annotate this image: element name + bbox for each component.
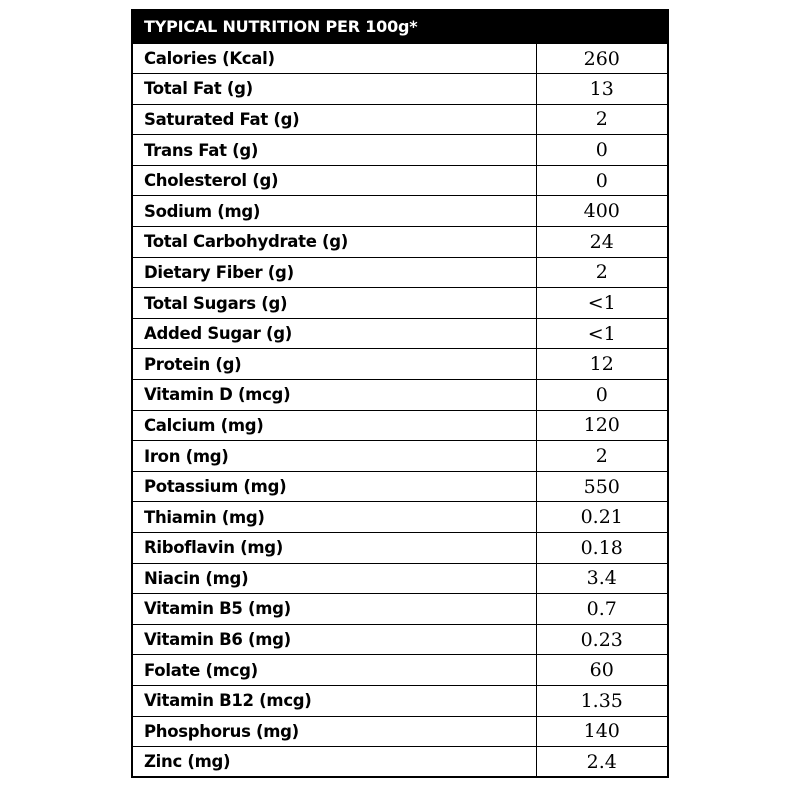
nutrient-name: Phosphorus (mg) [132,716,536,747]
nutrient-name: Riboflavin (mg) [132,533,536,564]
nutrient-value: 60 [536,655,668,686]
nutrient-row [132,196,668,227]
nutrient-value: 120 [536,410,668,441]
table-header-row [132,10,668,43]
nutrient-value: 0.18 [536,533,668,564]
nutrient-row [132,135,668,166]
nutrient-name: Calcium (mg) [132,410,536,441]
nutrient-value: 2 [536,104,668,135]
nutrient-row [132,227,668,258]
nutrition-table [131,9,669,778]
nutrient-name: Zinc (mg) [132,747,536,778]
nutrient-name: Calories (Kcal) [132,43,536,74]
nutrient-name: Vitamin D (mcg) [132,380,536,411]
nutrient-value: 0.7 [536,594,668,625]
nutrient-name: Vitamin B5 (mg) [132,594,536,625]
nutrient-row [132,533,668,564]
nutrient-row [132,288,668,319]
nutrient-value: 0.23 [536,624,668,655]
nutrient-name: Niacin (mg) [132,563,536,594]
nutrient-value: 2.4 [536,747,668,778]
nutrient-row [132,747,668,778]
nutrient-name: Thiamin (mg) [132,502,536,533]
nutrient-row [132,563,668,594]
nutrient-value: 12 [536,349,668,380]
nutrient-value: <1 [536,288,668,319]
nutrient-value: 0 [536,380,668,411]
nutrient-value: 3.4 [536,563,668,594]
nutrient-value: 13 [536,74,668,105]
nutrient-name: Dietary Fiber (g) [132,257,536,288]
nutrient-value: 24 [536,227,668,258]
nutrient-row [132,104,668,135]
nutrient-row [132,74,668,105]
nutrient-name: Total Carbohydrate (g) [132,227,536,258]
nutrient-value: 550 [536,471,668,502]
nutrient-row [132,594,668,625]
nutrient-row [132,165,668,196]
nutrient-value: 0 [536,165,668,196]
nutrient-value: 400 [536,196,668,227]
nutrient-row [132,441,668,472]
nutrient-row [132,685,668,716]
nutrient-row [132,410,668,441]
nutrient-row [132,471,668,502]
nutrient-row [132,380,668,411]
table-title: TYPICAL NUTRITION PER 100g* [132,10,668,43]
nutrient-value: 0.21 [536,502,668,533]
nutrient-value: 0 [536,135,668,166]
nutrient-name: Vitamin B12 (mcg) [132,685,536,716]
nutrient-row [132,624,668,655]
nutrient-row [132,716,668,747]
nutrient-name: Total Fat (g) [132,74,536,105]
nutrient-name: Potassium (mg) [132,471,536,502]
nutrient-row [132,502,668,533]
nutrient-value: <1 [536,318,668,349]
nutrient-name: Saturated Fat (g) [132,104,536,135]
nutrient-row [132,318,668,349]
nutrient-row [132,257,668,288]
nutrient-name: Protein (g) [132,349,536,380]
nutrient-value: 140 [536,716,668,747]
nutrient-name: Trans Fat (g) [132,135,536,166]
nutrient-row [132,655,668,686]
nutrient-row [132,43,668,74]
nutrient-name: Folate (mcg) [132,655,536,686]
nutrient-name: Sodium (mg) [132,196,536,227]
nutrient-value: 1.35 [536,685,668,716]
nutrient-row [132,349,668,380]
nutrient-value: 260 [536,43,668,74]
nutrient-name: Added Sugar (g) [132,318,536,349]
nutrient-name: Vitamin B6 (mg) [132,624,536,655]
nutrient-name: Iron (mg) [132,441,536,472]
nutrient-name: Cholesterol (g) [132,165,536,196]
nutrient-value: 2 [536,441,668,472]
nutrient-name: Total Sugars (g) [132,288,536,319]
nutrient-value: 2 [536,257,668,288]
